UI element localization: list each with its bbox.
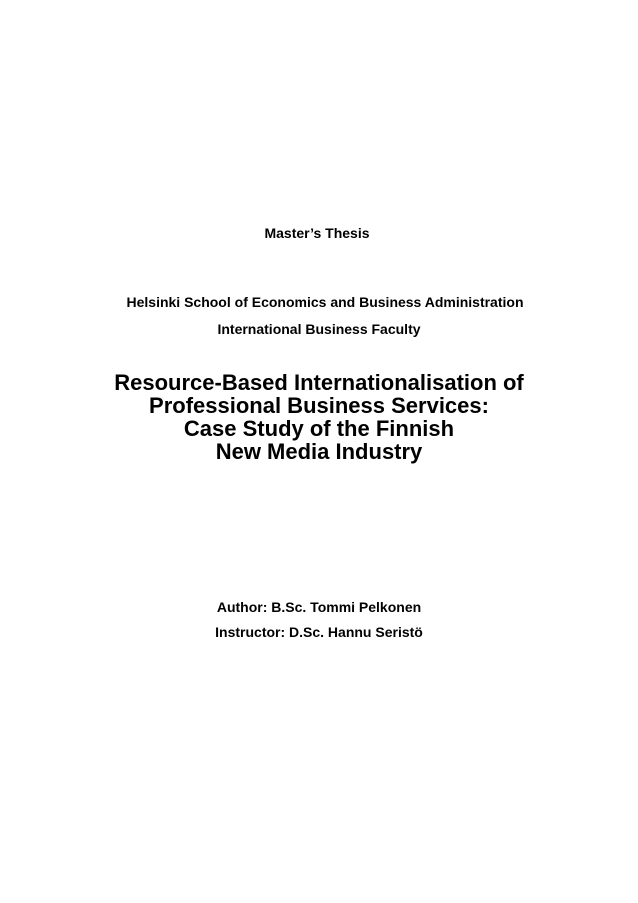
thesis-type-label: Master’s Thesis [264,225,370,241]
faculty-name: International Business Faculty [217,321,421,337]
thesis-title-line-2: Professional Business Services: [149,393,489,418]
author-line: Author: B.Sc. Tommi Pelkonen [216,599,422,615]
thesis-title-line-4: New Media Industry [215,439,423,464]
instructor-line: Instructor: D.Sc. Hannu Seristö [215,624,423,640]
thesis-title [0,371,638,463]
thesis-title-line-1: Resource-Based Internationalisation of [114,370,524,395]
school-name: Helsinki School of Economics and Business Administration [126,294,524,310]
thesis-title-line-3: Case Study of the Finnish [183,416,455,441]
